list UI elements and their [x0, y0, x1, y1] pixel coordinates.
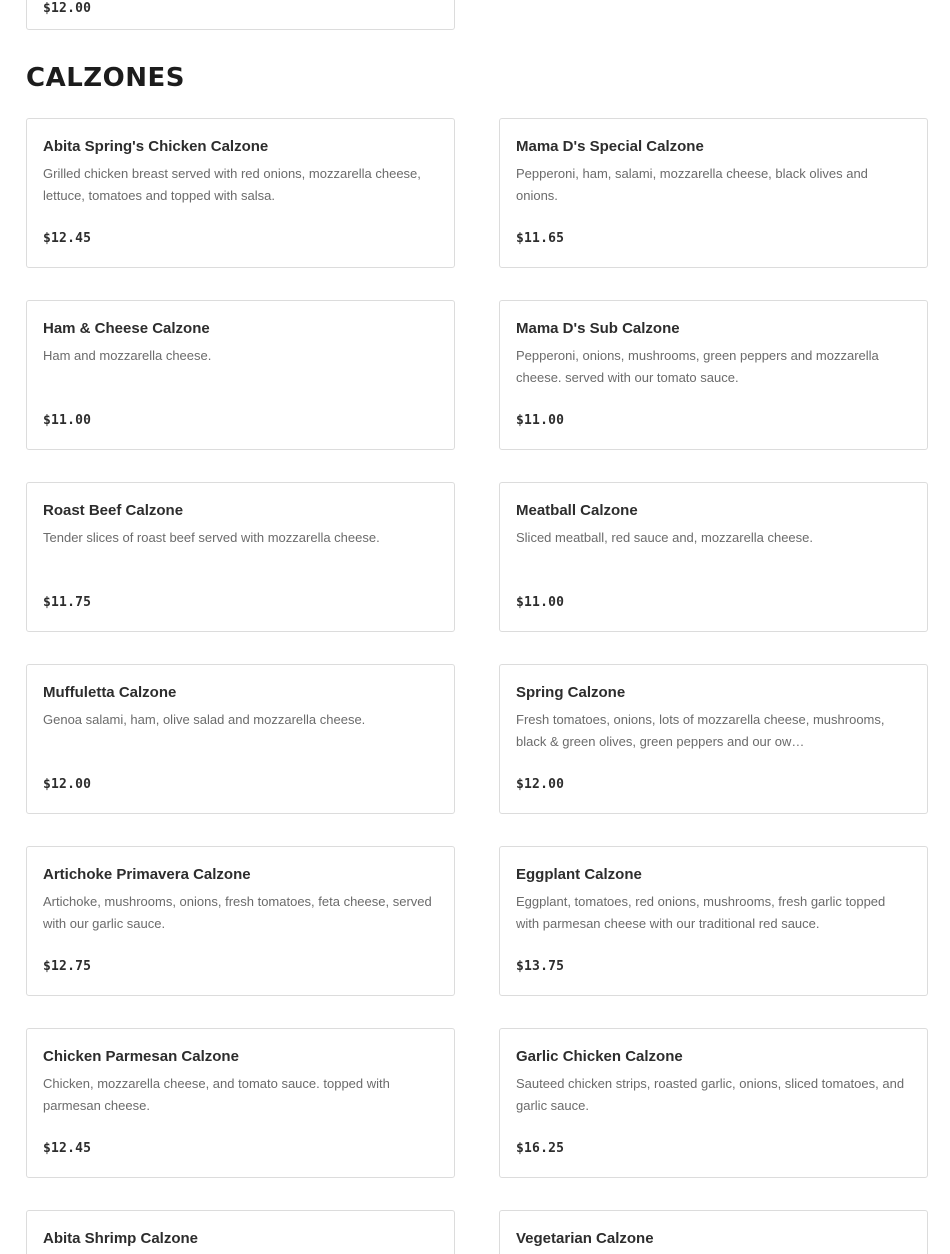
menu-item-description: Fresh tomatoes, onions, lots of mozzarella cheese, mushrooms, black & green olives, green peppers and our ow…: [516, 712, 885, 749]
menu-item-card[interactable]: [499, 482, 928, 632]
menu-item-card[interactable]: [499, 118, 928, 268]
menu-item-name: Eggplant Calzone: [516, 866, 642, 883]
menu-item-name: Artichoke Primavera Calzone: [43, 866, 251, 883]
menu-item-card[interactable]: [26, 300, 455, 450]
menu-item-price: $12.45: [43, 231, 92, 246]
menu-item-price: $11.75: [43, 595, 92, 610]
menu-item-name: Abita Shrimp Calzone: [43, 1230, 199, 1247]
menu-item-card[interactable]: [26, 846, 455, 996]
menu-item-name: Chicken Parmesan Calzone: [43, 1048, 239, 1065]
menu-item-name: Roast Beef Calzone: [43, 502, 184, 519]
menu-item-description: Artichoke, mushrooms, onions, fresh tomatoes, feta cheese, served with our garlic sauce.: [43, 894, 432, 931]
menu-item-description: Pepperoni, ham, salami, mozzarella cheese, black olives and onions.: [516, 166, 868, 203]
menu-item-name: Garlic Chicken Calzone: [516, 1048, 683, 1065]
menu-item-card[interactable]: [26, 1210, 455, 1254]
menu-item-card[interactable]: [499, 1210, 928, 1254]
menu-item-price: $11.65: [516, 231, 565, 246]
menu-item-description: Eggplant, tomatoes, red onions, mushrooms, fresh garlic topped with parmesan cheese with our traditional red sauce.: [516, 894, 886, 931]
menu-item-name: Meatball Calzone: [516, 502, 638, 519]
menu-item-description: Sauteed chicken strips, roasted garlic, onions, sliced tomatoes, and garlic sauce.: [516, 1076, 905, 1113]
menu-item-price: $12.75: [43, 959, 92, 974]
menu-item-name: Mama D's Sub Calzone: [516, 320, 680, 337]
menu-item-price: $11.00: [516, 595, 565, 610]
menu-item-price: $13.75: [516, 959, 565, 974]
menu-item-card[interactable]: [499, 846, 928, 996]
menu-item-description: Pepperoni, onions, mushrooms, green peppers and mozzarella cheese. served with our tomato sauce.: [516, 348, 879, 385]
menu-item-description: Tender slices of roast beef served with mozzarella cheese.: [43, 530, 380, 545]
menu-item-card[interactable]: [26, 664, 455, 814]
menu-item-card[interactable]: [26, 482, 455, 632]
menu-item-description: Sliced meatball, red sauce and, mozzarella cheese.: [516, 530, 813, 545]
menu-item-name: Abita Spring's Chicken Calzone: [43, 138, 269, 155]
menu-item-name: Mama D's Special Calzone: [516, 138, 704, 155]
menu-item-card[interactable]: [26, 1028, 455, 1178]
menu-item-name: Vegetarian Calzone: [516, 1230, 654, 1247]
menu-item-description: Chicken, mozzarella cheese, and tomato sauce. topped with parmesan cheese.: [43, 1076, 390, 1113]
section-title-calzones: CALZONES: [26, 63, 185, 93]
menu-item-description: Grilled chicken breast served with red onions, mozzarella cheese, lettuce, tomatoes and topped with salsa.: [43, 166, 421, 203]
menu-item-price: $12.00: [43, 1, 92, 16]
menu-item-name: Ham & Cheese Calzone: [43, 320, 210, 337]
menu-item-price: $12.00: [43, 777, 92, 792]
menu-item-card[interactable]: [499, 664, 928, 814]
menu-item-card[interactable]: [499, 300, 928, 450]
menu-item-price: $11.00: [43, 413, 92, 428]
menu-item-price: $12.45: [43, 1141, 92, 1156]
menu-item-description: Genoa salami, ham, olive salad and mozzarella cheese.: [43, 712, 366, 727]
menu-item-description: Ham and mozzarella cheese.: [43, 348, 212, 363]
menu-item-card-previous[interactable]: [26, 0, 455, 30]
menu-item-price: $11.00: [516, 413, 565, 428]
menu-item-price: $16.25: [516, 1141, 565, 1156]
menu-item-price: $12.00: [516, 777, 565, 792]
menu-item-card[interactable]: [499, 1028, 928, 1178]
menu-item-card[interactable]: [26, 118, 455, 268]
menu-item-name: Muffuletta Calzone: [43, 684, 177, 701]
menu-item-name: Spring Calzone: [516, 684, 626, 701]
